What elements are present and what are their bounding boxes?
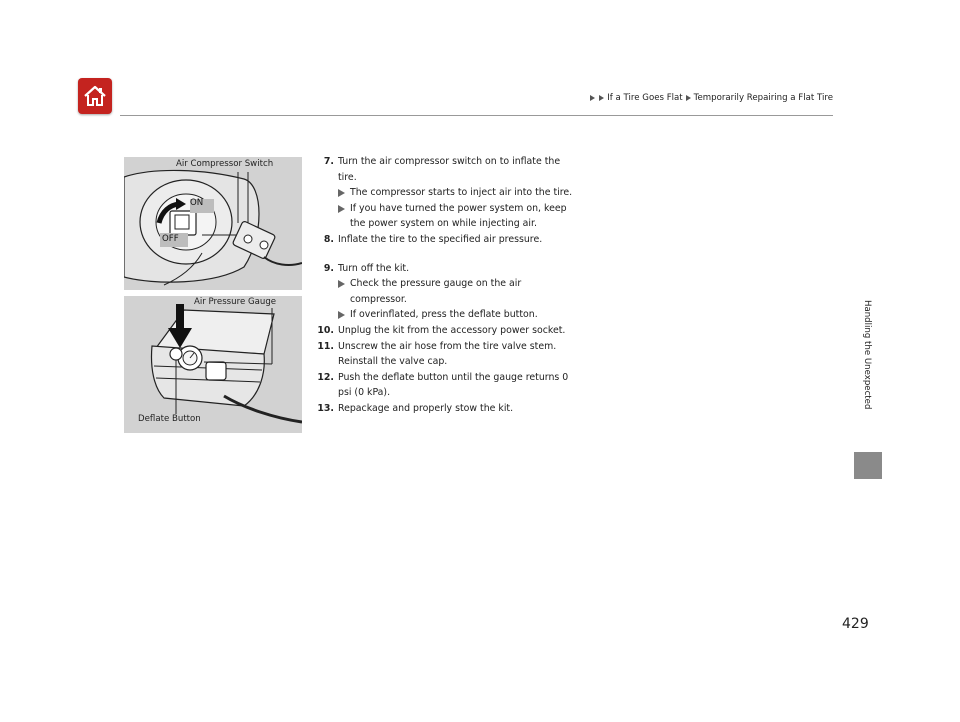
step-text: Turn off the kit. [338, 262, 410, 274]
step-text: Turn the air compressor switch on to inflate the tire. [338, 156, 561, 183]
sub-note [338, 276, 574, 307]
deflate-button-callout: Deflate Button [138, 414, 201, 424]
breadcrumb [589, 93, 833, 103]
note-arrow-icon [338, 205, 345, 213]
note-arrow-icon [338, 311, 345, 319]
on-label: ON [190, 198, 204, 208]
instruction-steps [314, 154, 574, 417]
breadcrumb-link-flat-tire[interactable]: If a Tire Goes Flat [607, 93, 683, 103]
header-divider [120, 115, 833, 116]
breadcrumb-arrow-icon [686, 95, 691, 101]
home-icon [83, 85, 107, 107]
step-12 [314, 370, 574, 401]
step-text: Unscrew the air hose from the tire valve stem. Reinstall the valve cap. [338, 340, 557, 368]
step-text: Inflate the tire to the specified air pressure. [338, 233, 543, 245]
sub-note [338, 307, 574, 323]
step-number: 11. [317, 340, 334, 352]
sub-note-text: If overinflated, press the deflate button. [350, 309, 538, 321]
step-8 [314, 232, 574, 248]
step-13 [314, 401, 574, 417]
step-text: Push the deflate button until the gauge returns 0 psi (0 kPa). [338, 371, 569, 399]
sub-note [338, 201, 574, 232]
step-10 [314, 323, 574, 339]
air-compressor-switch-callout: Air Compressor Switch [176, 159, 274, 169]
sub-note [338, 185, 574, 201]
home-button[interactable] [78, 78, 112, 114]
air-pressure-gauge-callout: Air Pressure Gauge [194, 297, 277, 307]
step-11 [314, 339, 574, 370]
step-text: Unplug the kit from the accessory power socket. [338, 324, 566, 336]
sub-note-text: Check the pressure gauge on the air compressor. [350, 278, 522, 305]
sub-note-text: The compressor starts to inject air into the tire. [350, 187, 573, 199]
section-tab-label[interactable]: Handling the Unexpected [862, 300, 872, 410]
air-compressor-kit-drawing [124, 296, 302, 433]
step-number: 7. [323, 156, 334, 167]
note-arrow-icon [338, 189, 345, 197]
breadcrumb-arrow-icon [599, 95, 604, 101]
step-text: Repackage and properly stow the kit. [338, 402, 514, 414]
compressor-switch-illustration [124, 157, 302, 290]
step-number: 12. [317, 371, 334, 383]
step-number: 10. [317, 324, 334, 336]
step-9 [314, 261, 574, 323]
sub-note-text: If you have turned the power system on, keep the power system on while injecting air. [350, 202, 567, 230]
page-number: 429 [842, 616, 869, 632]
breadcrumb-link-temporary-repair[interactable]: Temporarily Repairing a Flat Tire [693, 93, 833, 103]
step-number: 8. [323, 233, 334, 245]
step-7 [314, 154, 574, 232]
note-arrow-icon [338, 280, 345, 288]
compressor-switch-drawing [124, 157, 302, 290]
pressure-gauge-illustration [124, 296, 302, 433]
breadcrumb-arrow-icon [590, 95, 595, 101]
step-number: 9. [323, 262, 334, 274]
off-label: OFF [162, 234, 179, 244]
section-tab-marker [854, 452, 882, 479]
step-number: 13. [317, 402, 334, 414]
